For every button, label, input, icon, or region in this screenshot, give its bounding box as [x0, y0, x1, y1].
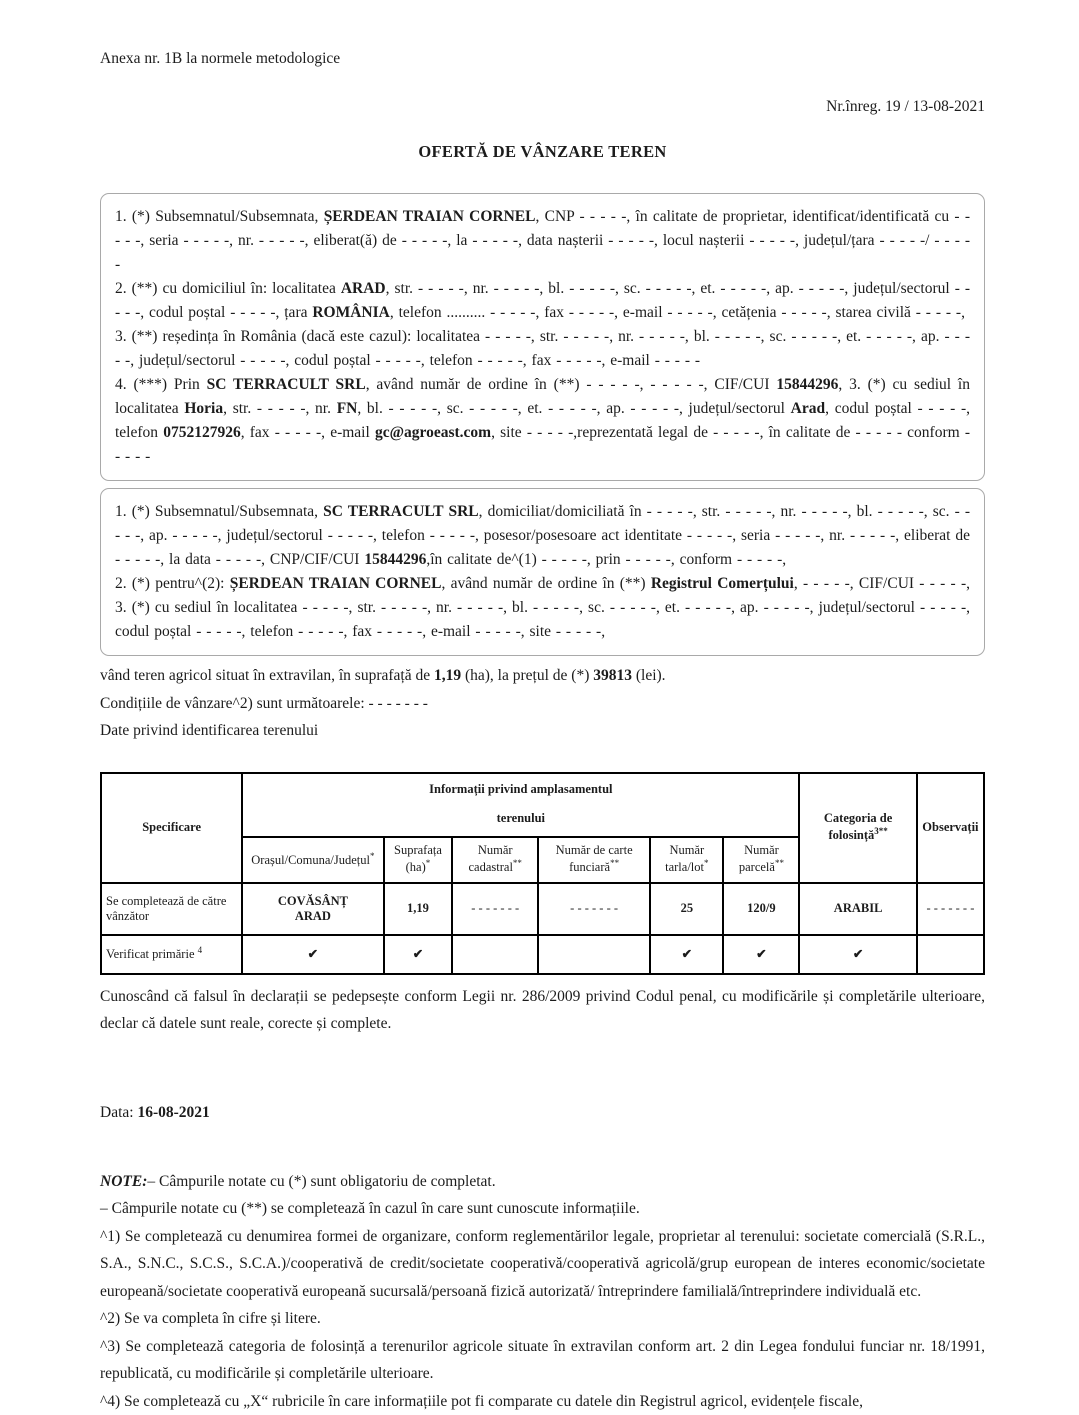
note-line: NOTE:– Câmpurile notate cu (*) sunt obligatoriu de completat. [100, 1168, 985, 1196]
seller-paragraph-3: 3. (**) reședința în România (dacă este cazul): localitatea - - - - -, str. - - - - -, nr. - - - - -, bl. - - - - -, sc. - - - - -, et. - - - - -, ap. - - - - -, județul/sectorul - - - - -, codul poștal - - - - -, telefon - - - - -, fax - - - - -, e-mail - - - - - [115, 325, 970, 373]
header-observatii: Observații [917, 773, 984, 883]
verificat-row-label: Verificat primărie $^4$ [101, 935, 242, 974]
land-identification-heading: Date privind identificarea terenului [100, 717, 985, 745]
seller-data-row [101, 883, 984, 935]
representative-paragraph-2: 2. (*) pentru^(2): ȘERDEAN TRAIAN CORNEL, având număr de ordine în (**) Registrul Comerțului, - - - - -, CIF/CUI - - - - -, 3. (*) cu sediul în localitatea - - - - -, str. - - - - -, nr. - - - - -, bl. - - - - -, sc. - - - - -, et. - - - - -, ap. - - - - -, județul/sectorul - - - - -, codul poștal - - - - -, telefon - - - - -, fax - - - - -, e-mail - - - - -, site - - - - -, [115, 572, 970, 644]
checkmark-icon: ✔ [384, 935, 453, 974]
empty-check-cell [452, 935, 538, 974]
land-identification-table [100, 772, 985, 975]
note-line: ^1) Se completează cu denumirea formei de organizare, conform reglementărilor legale, proprietar al terenului: societate comercială (S.R.L., S.A., S.N.C., S.C.S., S.C.A.)/cooperativă de credit/societate cooperativă/cooperativă agricolă/grup european de interes economic/societate europeană/societate cooperativă europeană sucursală/persoană fizică autorizată/ întreprindere familială/întreprindere individuală etc. [100, 1223, 985, 1306]
note-line: ^3) Se completează categoria de folosință a terenurilor agricole situate în extravilan conform art. 2 din Legea fondului funciar nr. 18/1991, republicată, cu modificările și completările ulterioare. [100, 1333, 985, 1388]
annex-label: Anexa nr. 1B la normele metodologice [100, 50, 985, 68]
notes-section [100, 1168, 985, 1415]
seller-paragraph-1: 1. (*) Subsemnatul/Subsemnata, ȘERDEAN TRAIAN CORNEL, CNP - - - - -, în calitate de proprietar, identificat/identificată cu - - - - -, seria - - - - -, nr. - - - - -, eliberat(ă) de - - - - -, la - - - - -, data nașterii - - - - -, locul nașterii - - - - -, județul/țara - - - - -/ - - - - - [115, 205, 970, 277]
header-suprafata: Suprafața (ha)* [384, 837, 453, 883]
cell-parcela: 120/9 [723, 883, 799, 935]
empty-check-cell [538, 935, 650, 974]
header-amplasament-line2: terenului [247, 797, 794, 834]
sale-conditions-line: Condițiile de vânzare^2) sunt următoarele: - - - - - - - [100, 690, 985, 718]
seller-paragraph-2: 2. (**) cu domiciliul în: localitatea ARAD, str. - - - - -, nr. - - - - -, bl. - - - - -, sc. - - - - -, et. - - - - -, ap. - - - - -, județul/sectorul - - - - -, codul poștal - - - - -, țara ROMÂNIA, telefon .......... - - - - -, fax - - - - -, e-mail - - - - -, cetățenia - - - - -, starea civilă - - - - -, [115, 277, 970, 325]
seller-paragraph-4: 4. (***) Prin SC TERRACULT SRL, având număr de ordine în (**) - - - - -, - - - - -, CIF/CUI 15844296, 3. (*) cu sediul în localitatea Horia, str. - - - - -, nr. FN, bl. - - - - -, sc. - - - - -, et. - - - - -, ap. - - - - -, județul/sectorul Arad, codul poștal - - - - -, telefon 0752127926, fax - - - - -, e-mail gc@agroeast.com, site - - - - -,reprezentată legal de - - - - -, în calitate de - - - - - conform - - - - - [115, 373, 970, 469]
registration-number: Nr.înreg. 19 / 13-08-2021 [100, 98, 985, 116]
note-line: ^2) Se va completa în cifre și litere. [100, 1305, 985, 1333]
header-oras-comuna-judet: Orașul/Comuna/Județul* [242, 837, 383, 883]
date-line: Data: 16-08-2021 [100, 1104, 985, 1122]
header-amplasament-group [242, 773, 799, 837]
declaration-paragraph: Cunoscând că falsul în declarații se pedepsește conform Legii nr. 286/2009 privind Codul penal, cu modificările și completările ulterioare, declar că datele sunt reale, corecte și complete. [100, 983, 985, 1038]
header-specificare: Specificare [101, 773, 242, 883]
box-spacer [100, 481, 985, 488]
seller-row-label: Se completează de către vânzător [101, 883, 242, 935]
categoria-footnote-mark: 3** [874, 826, 888, 836]
checkmark-icon: ✔ [650, 935, 723, 974]
header-parcela: Număr parcelă** [723, 837, 799, 883]
empty-check-cell [917, 935, 984, 974]
document-body [100, 193, 985, 1415]
cell-categoria-folosinta: ARABIL [799, 883, 916, 935]
checkmark-icon: ✔ [723, 935, 799, 974]
cell-oras-comuna: COVĂSÂNȚ ARAD [242, 883, 383, 935]
cell-carte-funciara: - - - - - - - [538, 883, 650, 935]
verificat-primarie-row [101, 935, 984, 974]
checkmark-icon: ✔ [799, 935, 916, 974]
header-carte-funciara: Număr de carte funciară** [538, 837, 650, 883]
checkmark-icon: ✔ [242, 935, 383, 974]
verificat-footnote-mark: 4 [198, 945, 203, 955]
cell-observatii: - - - - - - - [917, 883, 984, 935]
header-numar-cadastral: Număr cadastral** [452, 837, 538, 883]
note-line: – Câmpurile notate cu (**) se completează în cazul în care sunt cunoscute informațiile. [100, 1195, 985, 1223]
note-line: ^4) Se completează cu „X“ rubricile în care informațiile pot fi comparate cu datele din Registrul agricol, evidențele fiscale, [100, 1388, 985, 1415]
seller-identification-box [100, 193, 985, 481]
cell-tarla-lot: 25 [650, 883, 723, 935]
cell-numar-cadastral: - - - - - - - [452, 883, 538, 935]
header-categoria-folosinta: Categoria de folosință$^{3**}$ [799, 773, 916, 883]
cell-suprafata: 1,19 [384, 883, 453, 935]
header-tarla-lot: Număr tarla/lot* [650, 837, 723, 883]
document-title: OFERTĂ DE VÂNZARE TEREN [100, 142, 985, 162]
sale-summary-line: vând teren agricol situat în extravilan, în suprafață de 1,19 (ha), la prețul de (*) 39813 (lei). [100, 662, 985, 690]
representative-box [100, 488, 985, 656]
representative-paragraph-1: 1. (*) Subsemnatul/Subsemnata, SC TERRACULT SRL, domiciliat/domiciliată în - - - - -, str. - - - - -, nr. - - - - -, bl. - - - - -, sc. - - - - -, ap. - - - - -, județul/sectorul - - - - -, telefon - - - - -, posesor/posesoare act identitate - - - - -, seria - - - - -, nr. - - - - -, eliberat de - - - - -, la data - - - - -, CNP/CIF/CUI 15844296,în calitate de^(1) - - - - -, prin - - - - -, conform - - - - -, [115, 500, 970, 572]
header-amplasament-line1: Informații privind amplasamentul [247, 776, 794, 797]
